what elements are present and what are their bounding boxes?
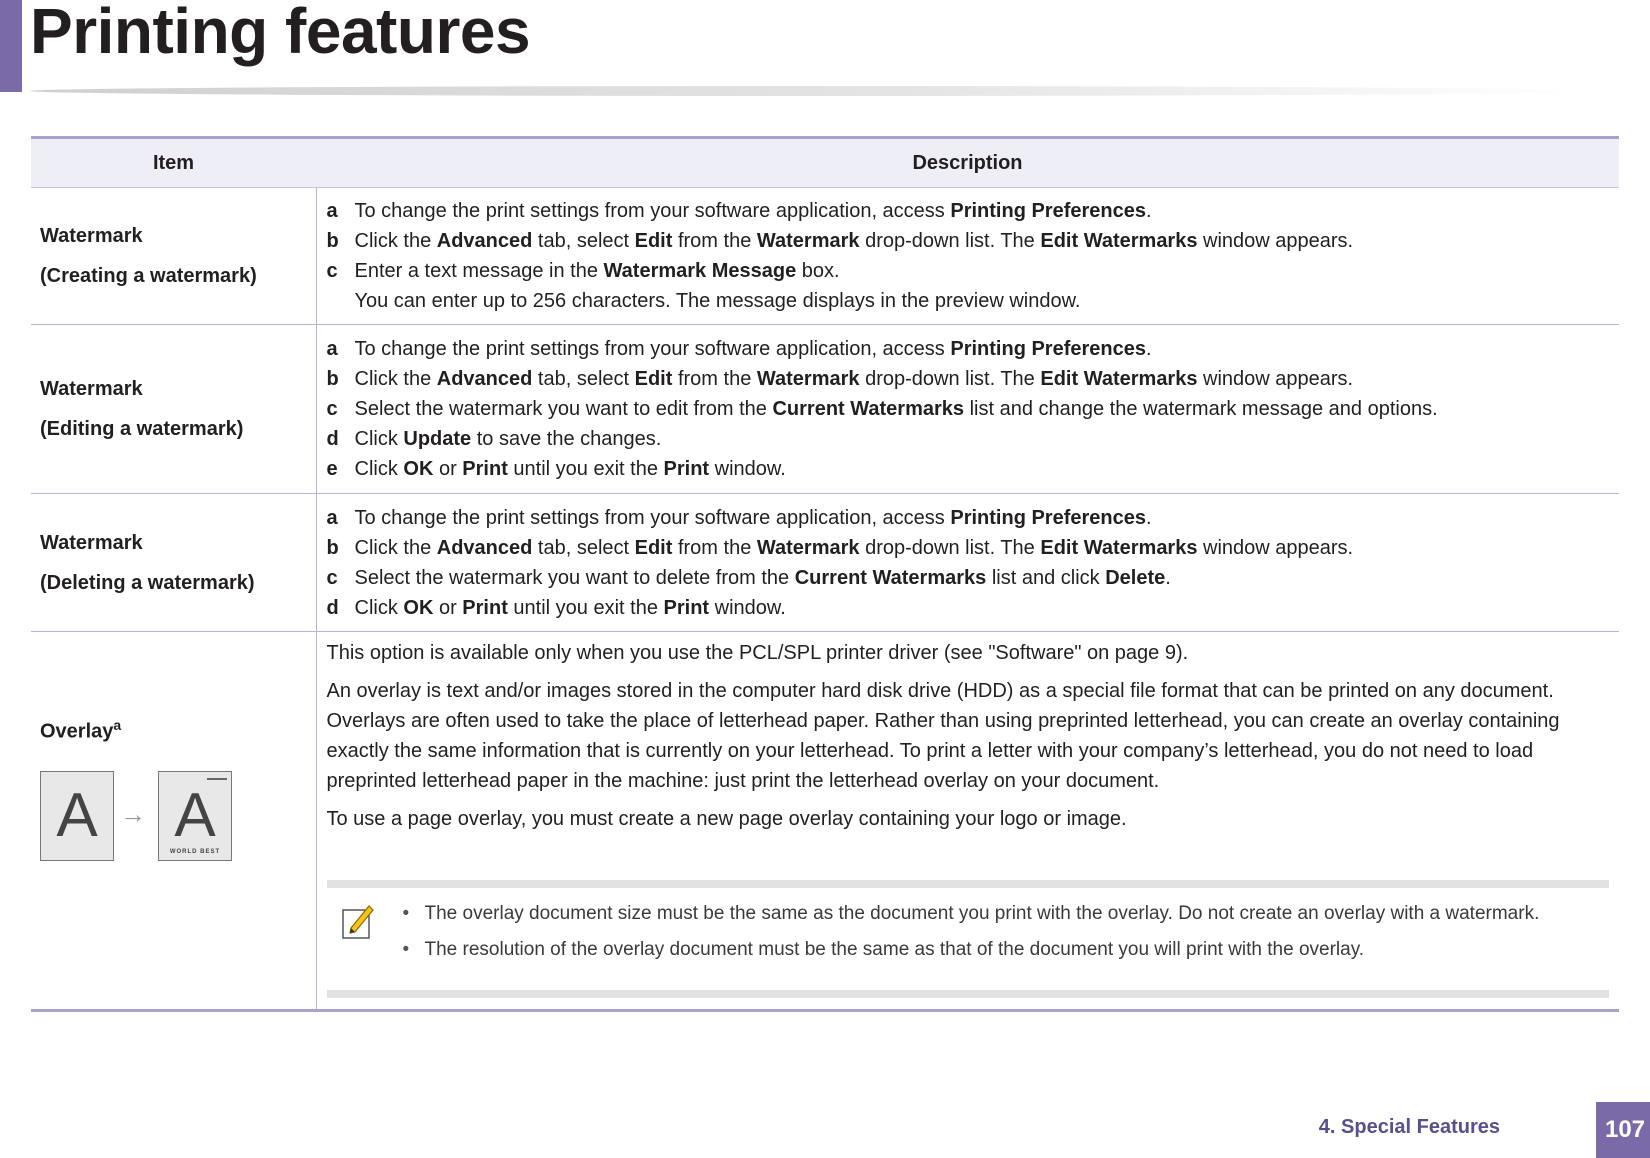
overlay-letter: A [174, 780, 216, 850]
step-letter: c [326, 260, 338, 282]
step-text-segment: to save the changes. [471, 428, 662, 450]
step-text-segment: drop-down list. The [859, 368, 1041, 390]
ui-term: Print [462, 596, 508, 619]
arrow-icon: → [120, 798, 146, 829]
item-subtitle: (Editing a watermark) [40, 418, 244, 440]
step-text-segment: Click the [354, 368, 437, 390]
description-cell [316, 325, 1619, 494]
ui-term: Print [462, 458, 508, 480]
ui-term: Watermark [756, 230, 860, 252]
ui-term: OK [403, 458, 434, 480]
step-item [327, 593, 1610, 623]
step-letter: d [326, 428, 339, 450]
step-text-segment: To change the print settings from your software application, access [354, 506, 951, 529]
description-cell [316, 188, 1619, 325]
step-letter: a [326, 506, 338, 529]
ui-term: Printing Preferences [950, 506, 1146, 529]
step-item [327, 286, 1610, 316]
features-table [31, 136, 1619, 1012]
step-text-segment: . [1165, 566, 1171, 589]
letterhead-tiny-text: WORLD BEST [169, 848, 221, 855]
item-cell [31, 325, 316, 494]
step-text-segment: To change the print settings from your software application, access [354, 338, 951, 360]
item-cell [31, 188, 316, 325]
step-text-segment: until you exit the [507, 458, 664, 480]
ui-term: Edit [634, 536, 673, 559]
title-accent-bar [0, 0, 22, 92]
ui-term: Print [663, 458, 710, 480]
note-item: • The overlay document size must be the same as the document you print with the overlay. Do not create an overlay with a watermark. [397, 900, 1610, 928]
step-text-segment: To change the print settings from your software application, access [354, 200, 951, 222]
step-text-segment: window. [709, 596, 786, 619]
item-title: Watermark [40, 378, 143, 400]
ui-term: Update [403, 428, 472, 450]
step-text-segment: . [1145, 200, 1152, 222]
step-text-segment: drop-down list. The [859, 536, 1041, 559]
overlay-title: Overlay [40, 720, 114, 743]
step-text [355, 593, 786, 623]
step-letter: b [326, 536, 339, 559]
item-subtitle: (Creating a watermark) [40, 265, 257, 287]
step-text-segment: list and change the watermark message and options. [964, 398, 1438, 420]
ui-term: Advanced [436, 230, 533, 252]
table-row-overlay [31, 632, 1619, 1011]
ui-term: Watermark [756, 536, 860, 559]
footer-section-label: 4. Special Features [1318, 1116, 1500, 1138]
step-text [355, 256, 840, 286]
step-text-segment: window appears. [1197, 368, 1354, 390]
step-text-segment: Click [354, 428, 404, 450]
ui-term: Edit [634, 368, 673, 390]
step-text-segment: Select the watermark you want to delete from the [354, 566, 795, 589]
step-letter: b [326, 230, 339, 252]
ui-term: Watermark [756, 368, 860, 390]
step-text-segment: until you exit the [507, 596, 664, 619]
step-text [355, 226, 1354, 256]
step-text-segment: window. [709, 458, 786, 480]
step-text-segment: tab, select [532, 368, 635, 390]
item-subtitle: (Deleting a watermark) [40, 571, 255, 594]
description-cell [316, 494, 1619, 632]
ui-term: Printing Preferences [950, 338, 1146, 360]
step-text-segment: or [433, 596, 463, 619]
step-letter: c [326, 398, 338, 420]
step-letter: a [326, 200, 338, 222]
step-text-segment: tab, select [532, 230, 635, 252]
step-text-segment: Click [354, 458, 404, 480]
step-text-segment: list and click [986, 566, 1106, 589]
step-text-segment: Click the [354, 536, 437, 559]
table-row [31, 494, 1619, 632]
step-text-segment: Enter a text message in the [354, 260, 604, 282]
footnote-marker: a [113, 717, 122, 734]
step-item [327, 424, 1610, 454]
step-item [327, 256, 1610, 286]
ui-term: Printing Preferences [950, 200, 1146, 222]
page-after-icon [158, 771, 232, 861]
step-item [327, 394, 1610, 424]
step-letter: b [326, 368, 339, 390]
ui-term: Edit Watermarks [1040, 230, 1198, 252]
step-text-segment: tab, select [532, 536, 635, 559]
ui-term: Edit [634, 230, 673, 252]
step-text [355, 334, 1152, 364]
ui-term: Print [663, 596, 710, 619]
step-item [327, 334, 1610, 364]
step-item [327, 454, 1610, 484]
step-text [355, 503, 1152, 533]
step-text [355, 563, 1171, 593]
page-number: 107 [1596, 1102, 1650, 1158]
step-letter: e [326, 458, 338, 480]
step-item [327, 196, 1610, 226]
ui-term: Current Watermarks [772, 398, 965, 420]
step-item [327, 503, 1610, 533]
step-text-segment: box. [796, 260, 840, 282]
step-text-segment: from the [672, 230, 757, 252]
description-cell-overlay [316, 632, 1619, 1011]
item-title: Watermark [40, 225, 143, 247]
ui-term: Current Watermarks [794, 566, 987, 589]
table-row [31, 325, 1619, 494]
step-text-segment: . [1145, 338, 1152, 360]
item-cell [31, 494, 316, 632]
pencil-note-icon [341, 902, 377, 942]
page-title: Printing features [30, 0, 531, 67]
step-text-segment: from the [672, 536, 757, 559]
step-text [355, 394, 1438, 424]
step-item [327, 364, 1610, 394]
overlay-paragraph: This option is available only when you use the PCL/SPL printer driver (see "Software" on page 9). [326, 642, 1189, 664]
step-text-segment: Select the watermark you want to edit from the [354, 398, 773, 420]
step-text [355, 454, 786, 484]
column-header-item: Item [31, 138, 316, 188]
ui-term: Watermark Message [603, 260, 797, 282]
step-text-segment: or [433, 458, 463, 480]
item-title: Watermark [40, 531, 143, 554]
page-before-icon: A [40, 771, 114, 861]
step-letter: d [326, 596, 339, 619]
step-text-segment: window appears. [1197, 536, 1354, 559]
step-text-segment: Click [354, 596, 404, 619]
step-text-segment: window appears. [1197, 230, 1354, 252]
ui-term: Advanced [436, 368, 533, 390]
title-rule [30, 86, 1590, 96]
step-letter: c [326, 566, 338, 589]
step-text [355, 424, 662, 454]
item-cell-overlay [31, 632, 316, 1011]
step-letter: a [326, 338, 338, 360]
step-item [327, 533, 1610, 563]
step-text-segment: drop-down list. The [859, 230, 1041, 252]
step-text-segment: from the [672, 368, 757, 390]
ui-term: Edit Watermarks [1040, 536, 1198, 559]
ui-term: Edit Watermarks [1040, 368, 1198, 390]
step-text [355, 196, 1152, 226]
step-item [327, 226, 1610, 256]
note-box [327, 880, 1610, 998]
overlay-illustration [40, 771, 316, 871]
note-item: • The resolution of the overlay document must be the same as that of the document you will print with the overlay. [397, 936, 1610, 964]
overlay-paragraph: To use a page overlay, you must create a new page overlay containing your logo or image. [326, 808, 1127, 830]
table-header-row [31, 138, 1619, 188]
step-text [355, 286, 1081, 316]
overlay-paragraph: An overlay is text and/or images stored in the computer hard disk drive (HDD) as a special file format that can be printed on any document. Overlays are often used to take the place of letterhead paper. Rather than using preprinted letterhead, you can create an overlay containing exactly the same information that is currently on your letterhead. To print a letter with your company’s letterhead, you do not need to load preprinted letterhead paper in the machine: just print the letterhead overlay on your document. [326, 680, 1560, 792]
table-row [31, 188, 1619, 325]
step-text-segment: You can enter up to 256 characters. The message displays in the preview window. [354, 290, 1081, 312]
step-text-segment: . [1145, 506, 1152, 529]
step-item [327, 563, 1610, 593]
column-header-description: Description [316, 138, 1619, 188]
step-text-segment: Click the [354, 230, 437, 252]
ui-term: OK [403, 596, 434, 619]
step-text [355, 533, 1354, 563]
ui-term: Delete [1105, 566, 1166, 589]
step-text [355, 364, 1354, 394]
ui-term: Advanced [436, 536, 533, 559]
